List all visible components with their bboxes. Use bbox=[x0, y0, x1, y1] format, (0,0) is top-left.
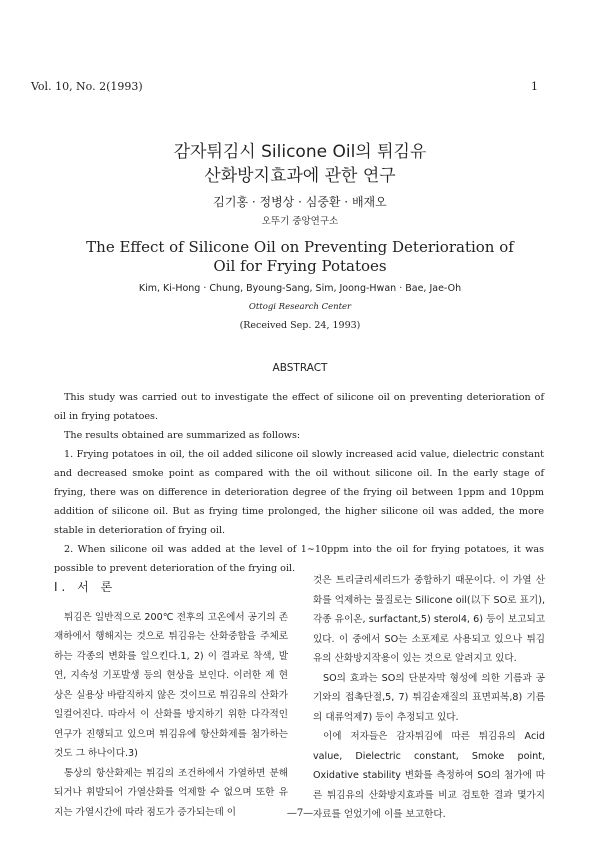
korean-authors: 김기홍 · 정병상 · 심중환 · 배재오 bbox=[213, 195, 387, 209]
left-column bbox=[54, 578, 288, 822]
korean-title-line2: 산화방지효과에 관한 연구 bbox=[204, 166, 396, 186]
abstract-heading: ABSTRACT bbox=[272, 362, 328, 374]
body-paragraph: SO의 효과는 SO의 단분자막 형성에 의한 기름과 공기와의 접촉단절,5, 7) 튀김솥재질의 표면피복,8) 기름의 대류억제7) 등이 추정되고 있다. bbox=[313, 672, 545, 723]
korean-affiliation: 오뚜기 중앙연구소 bbox=[261, 216, 339, 227]
abstract-body bbox=[54, 388, 544, 578]
body-paragraph: 튀김은 일반적으로 200℃ 전후의 고온에서 공기의 존재하에서 행해지는 것으로 튀김유는 산화중합을 주체로 하는 각종의 변화를 일으킨다.1, 2) 이 결과로 착색, 발연, 지속성 기포발생 등의 현상을 보인다. 이러한 제 현상은 실용상 바람직하지 않은 것이므로 튀김유의 산화가 일컬어진다. 따라서 이 산화를 방지하기 위한 다각적인 연구가 진행되고 있으며 튀김유에 항산화제를 첨가하는 것도 그 하나이다.3) bbox=[54, 611, 288, 759]
journal-volume: Vol. 10, No. 2(1993) bbox=[31, 80, 143, 93]
english-authors: Kim, Ki-Hong · Chung, Byoung-Sang, Sim, Joong-Hwan · Bae, Jae-Oh bbox=[138, 283, 462, 294]
body-paragraph: 통상의 항산화제는 튀김의 조건하에서 가열하면 분해되거나 휘발되어 가열산화를 억제할 수 없으며 또한 유지는 가열시간에 따라 점도가 증가되는데 이 bbox=[54, 767, 288, 818]
abstract-paragraph: 2. When silicone oil was added at the level of 1∼10ppm into the oil for frying potatoes, it was possible to prevent deterioration of the frying oil. bbox=[54, 544, 544, 574]
right-column bbox=[313, 571, 545, 825]
abstract-paragraph: This study was carried out to investigate the effect of silicone oil on preventing deterioration of oil in frying potatoes. bbox=[54, 392, 544, 422]
body-paragraph: 것은 트리글리세리드가 중합하기 때문이다. 이 가열 산화를 억제하는 물질로는 Silicone oil(以下 SO로 표기), 각종 유이온, surfactant,5) sterol4, 6) 등이 보고되고 있다. 이 중에서 SO는 소포제로 사용되고 있으나 튀김유의 산화방지작용이 있는 것으로 알려지고 있다. bbox=[313, 575, 545, 664]
korean-title-line1: 감자튀김시 Silicone Oil의 튀김유 bbox=[173, 142, 427, 162]
page-number-top: 1 bbox=[531, 80, 538, 93]
english-title-line1: The Effect of Silicone Oil on Preventing Deterioration of bbox=[86, 238, 514, 256]
section-heading: I. 서 론 bbox=[54, 580, 117, 594]
abstract-paragraph: 1. Frying potatoes in oil, the oil added silicone oil slowly increased acid value, dielectric constant and decreased smoke point as compared with the oil without silicone oil. In the early stage of frying, there was on difference in deterioration degree of the frying oil between 1ppm and 10ppm addition of silicone oil. But as frying time prolonged, the higher silicone oil was added, the more stable in deterioration of frying oil. bbox=[54, 449, 544, 536]
english-affiliation: Ottogi Research Center bbox=[248, 302, 352, 312]
page-footer: —7— bbox=[286, 808, 314, 819]
english-title bbox=[0, 238, 600, 276]
korean-title bbox=[0, 140, 600, 188]
english-title-line2: Oil for Frying Potatoes bbox=[213, 257, 387, 275]
body-paragraph: 이에 저자들은 감자튀김에 따른 튀김유의 Acid value, Dielectric constant, Smoke point, Oxidative stability 변화를 측정하여 SO의 첨가에 따른 튀김유의 산화방지효과를 비교 검토한 결과 몇가지 자료를 얻었기에 이를 보고한다. bbox=[313, 731, 545, 820]
abstract-paragraph: The results obtained are summarized as follows: bbox=[64, 430, 301, 441]
received-date: (Received Sep. 24, 1993) bbox=[239, 320, 361, 331]
